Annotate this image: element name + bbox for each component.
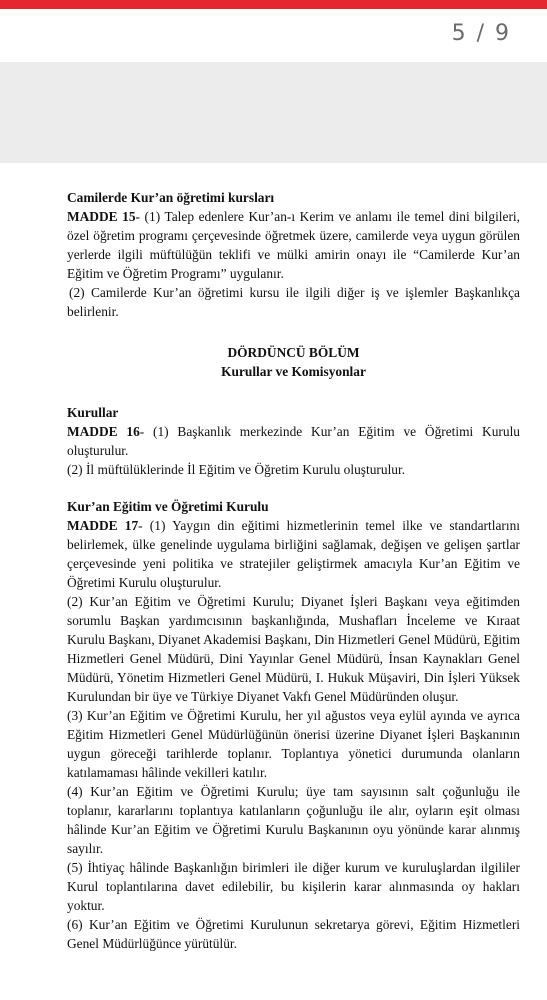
- chapter-title: DÖRDÜNCÜ BÖLÜM: [227, 345, 360, 360]
- madde-17-paragraph-1: [67, 516, 520, 592]
- madde-17-paragraph-3: (3) Kur’an Eğitim ve Öğretimi Kurulu, her yıl ağustos veya eylül ayında ve ayrıca Eğitim Hizmetleri Genel Müdürlüğünün önerisi üzerine Diyanet İşleri Başkanının uygun göreceği tarihlerde toplanır. Toplantıya yönetici durumunda olanların katılamaması hâlinde vekilleri katılır.: [67, 708, 520, 780]
- viewer-toolbar-area: [0, 62, 547, 163]
- madde-15-text: - (1) Talep edenlere Kur’an-ı Kerim ve anlamı ile temel dini bilgileri, özel öğretim programı çerçevesinde öğretmek üzere, camilerde veya uygun görülen yerlerde ilgili müftülüğün teklifi ve mülki amirin onayı ile “Camilerde Kur’an Eğitim ve Öğretim Programı” uygulanır.: [67, 209, 520, 281]
- madde-15-paragraph-1: [67, 207, 520, 283]
- top-accent-bar: [0, 0, 547, 9]
- madde-17-paragraph-6: (6) Kur’an Eğitim ve Öğretimi Kurulunun sekretarya görevi, Eğitim Hizmetleri Genel Müdürlüğünce yürütülür.: [67, 917, 520, 951]
- madde-17-paragraph-2: (2) Kur’an Eğitim ve Öğretimi Kurulu; Diyanet İşleri Başkanı veya eğitimden sorumlu Başkan yardımcısının başkanlığında, Mushafları İnceleme ve Kıraat Kurulu Başkanı, Diyanet Akademisi Başkanı, Din Hizmetleri Genel Müdürü, Eğitim Hizmetleri Genel Müdürü, Dini Yayınlar Genel Müdürü, İnsan Kaynakları Genel Müdürü, Yönetim Hizmetleri Genel Müdürü, I. Hukuk Müşaviri, Din İşleri Yüksek Kurulundan bir üye ve Türkiye Diyanet Vakfı Genel Müdüründen oluşur.: [67, 594, 520, 704]
- viewer-header: [0, 9, 547, 62]
- madde-17-paragraph-4: (4) Kur’an Eğitim ve Öğretimi Kurulu; üye tam sayısının salt çoğunluğu ile toplanır, kararlarını toplantıya katılanların çoğunluğu ile alır, oyların eşit olması hâlinde Kur’an Eğitim ve Öğretimi Kurulu Başkanının oyu yönünde karar alınmış sayılır.: [67, 784, 520, 856]
- madde-15-paragraph-2: (2) Camilerde Kur’an öğretimi kursu ile ilgili diğer iş ve işlemler Başkanlıkça belirlenir.: [67, 285, 520, 319]
- section-title-camilerde: Camilerde Kur’an öğretimi kursları: [67, 190, 275, 205]
- madde-17-label: MADDE 17: [67, 518, 139, 533]
- madde-17-paragraph-5: (5) İhtiyaç hâlinde Başkanlığın birimleri ile diğer kurum ve kuruluşlardan ilgililer Kurul toplantılarına davet edilebilir, bu kişilerin karar alınmasında oy hakları yoktur.: [67, 860, 520, 913]
- document-page: [67, 188, 520, 953]
- madde-16-paragraph-2: (2) İl müftülüklerinde İl Eğitim ve Öğretim Kurulu oluşturulur.: [67, 462, 406, 477]
- page-indicator: 5 / 9: [451, 21, 511, 46]
- section-title-kurullar: Kurullar: [67, 405, 119, 420]
- madde-17-text: - (1) Yaygın din eğitimi hizmetlerinin temel ilke ve standartlarını belirlemek, ülke genelinde uygulama birliğini sağlamak, değişen ve gelişen şartlar çerçevesinde yeni politika ve stratejiler geliştirmek amacıyla Kur’an Eğitim ve Öğretimi Kurulu oluşturulur.: [67, 518, 520, 590]
- madde-15-label: MADDE 15: [67, 209, 136, 224]
- madde-16-paragraph-1: [67, 422, 520, 460]
- madde-16-text: - (1) Başkanlık merkezinde Kur’an Eğitim ve Öğretimi Kurulu oluşturulur.: [67, 424, 520, 458]
- section-title-kuran-kurulu: Kur’an Eğitim ve Öğretimi Kurulu: [67, 499, 269, 514]
- madde-16-label: MADDE 16: [67, 424, 140, 439]
- chapter-subtitle: Kurullar ve Komisyonlar: [221, 364, 366, 379]
